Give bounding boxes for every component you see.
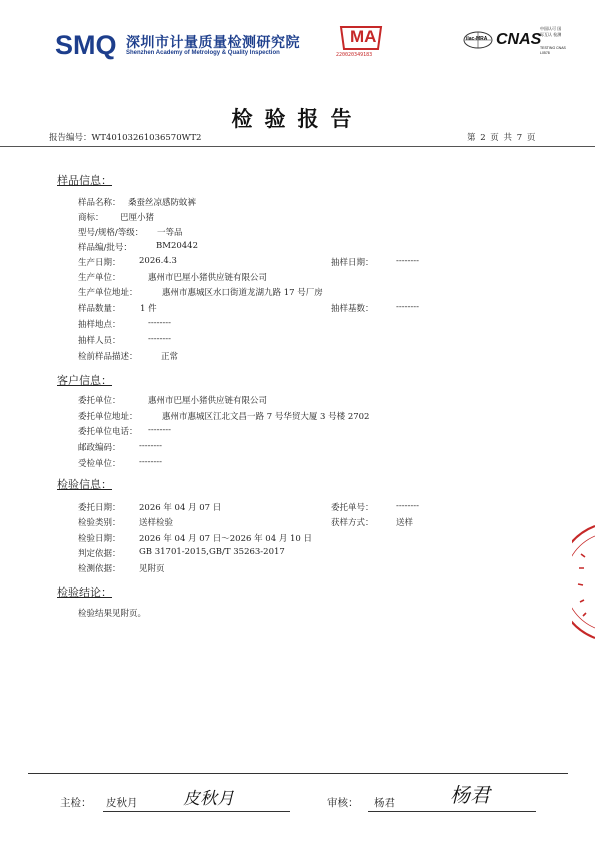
producer-value: 惠州市巴厘小猪供应链有限公司 (148, 273, 268, 283)
sampling-base-value: -------- (396, 302, 419, 312)
client-address-label: 委托单位地址： (78, 412, 138, 422)
cma-letters: MA (350, 27, 377, 46)
cnas-logo-text: CNAS (496, 31, 542, 48)
sample-name-value: 桑蚕丝凉感防蚊裤 (128, 198, 197, 208)
inspector-sign-line (103, 811, 290, 812)
brand-value: 巴厘小猪 (120, 213, 155, 223)
ilac-text: ilac-MRA (466, 36, 488, 42)
sampling-base-label: 抽样基数： (331, 304, 374, 314)
sample-desc-label: 检前样品描述： (78, 352, 138, 362)
inspector-name: 皮秋月 (106, 797, 138, 809)
test-date-label: 检验日期： (78, 534, 121, 544)
cnas-small-text: 中国认可 国际互认 检测 (540, 26, 562, 37)
report-number: 报告编号：WT40103261036570WT2 (49, 133, 202, 143)
section-conclusion-title: 检验结论： (57, 586, 112, 599)
conclusion-text: 检验结果见附页。 (78, 609, 147, 619)
category-label: 检验类别： (78, 518, 121, 528)
producer-label: 生产单位： (78, 273, 121, 283)
institute-name-en: Shenzhen Academy of Metrology & Quality Inspection (126, 50, 280, 56)
cma-code: 220020349183 (336, 52, 373, 58)
test-date-value: 2026 年 04 月 07 日～2026 年 04 月 10 日 (139, 534, 313, 544)
sample-method-value: 送样 (396, 518, 414, 528)
sample-qty-value: 1 件 (140, 304, 157, 314)
batch-value: BM20442 (156, 241, 198, 251)
sample-method-label: 获样方式： (331, 518, 374, 528)
commission-date-value: 2026 年 04 月 07 日 (139, 503, 222, 513)
client-address-value: 惠州市惠城区江北文昌一路 7 号华贸大厦 3 号楼 2702 (162, 412, 370, 422)
reviewer-label: 审核： (327, 797, 359, 809)
inspector-signature: 皮秋月 (183, 789, 234, 809)
production-date-label: 生产日期： (78, 258, 121, 268)
section-client-title: 客户信息： (57, 374, 112, 387)
sampler-value: -------- (148, 334, 171, 344)
producer-address-label: 生产单位地址： (78, 288, 138, 298)
sample-qty-label: 样品数量： (78, 304, 121, 314)
sampling-date-value: -------- (396, 256, 419, 266)
judgment-basis-label: 判定依据： (78, 549, 121, 559)
reviewer-sign-line (368, 811, 536, 812)
postcode-value: -------- (139, 441, 162, 451)
test-basis-value: 见附页 (139, 564, 165, 574)
inspected-unit-label: 受检单位： (78, 459, 121, 469)
page-title: 检验报告 (231, 106, 364, 131)
sampling-place-label: 抽样地点： (78, 320, 121, 330)
cnas-testing-text: TESTING CNAS L0578 (540, 46, 566, 55)
sampling-place-value: -------- (148, 318, 171, 328)
header-divider (0, 146, 595, 147)
inspected-unit-value: -------- (139, 457, 162, 467)
category-value: 送样检验 (139, 518, 174, 528)
reviewer-signature: 杨君 (450, 783, 490, 807)
postcode-label: 邮政编码： (78, 443, 121, 453)
client-unit-label: 委托单位： (78, 396, 121, 406)
batch-label: 样品编/批号： (78, 243, 132, 253)
judgment-basis-value: GB 31701-2015,GB/T 35263-2017 (139, 547, 285, 557)
sample-name-label: 样品名称： (78, 198, 121, 208)
order-no-label: 委托单号： (331, 503, 374, 513)
model-value: 一等品 (157, 228, 183, 238)
client-unit-value: 惠州市巴厘小猪供应链有限公司 (148, 396, 268, 406)
red-stamp-fragment (572, 522, 595, 642)
brand-label: 商标： (78, 213, 104, 223)
client-phone-value: -------- (148, 425, 171, 435)
inspector-label: 主检： (60, 797, 92, 809)
smq-logo-text: SMQ (55, 30, 117, 60)
section-sample-title: 样品信息： (57, 174, 112, 187)
footer-divider (28, 773, 568, 774)
order-no-value: -------- (396, 501, 419, 511)
institute-name-cn: 深圳市计量质量检测研究院 (126, 34, 300, 50)
model-label: 型号/规格/等级： (78, 228, 144, 238)
sample-desc-value: 正常 (161, 352, 179, 362)
sampler-label: 抽样人员： (78, 336, 121, 346)
reviewer-name: 杨君 (374, 797, 395, 809)
production-date-value: 2026.4.3 (139, 256, 177, 266)
producer-address-value: 惠州市惠城区水口街道龙湖九路 17 号厂房 (162, 288, 323, 298)
test-basis-label: 检测依据： (78, 564, 121, 574)
client-phone-label: 委托单位电话： (78, 427, 138, 437)
section-inspection-title: 检验信息： (57, 478, 112, 491)
page-info: 第 2 页 共 7 页 (467, 133, 537, 143)
commission-date-label: 委托日期： (78, 503, 121, 513)
sampling-date-label: 抽样日期： (331, 258, 374, 268)
